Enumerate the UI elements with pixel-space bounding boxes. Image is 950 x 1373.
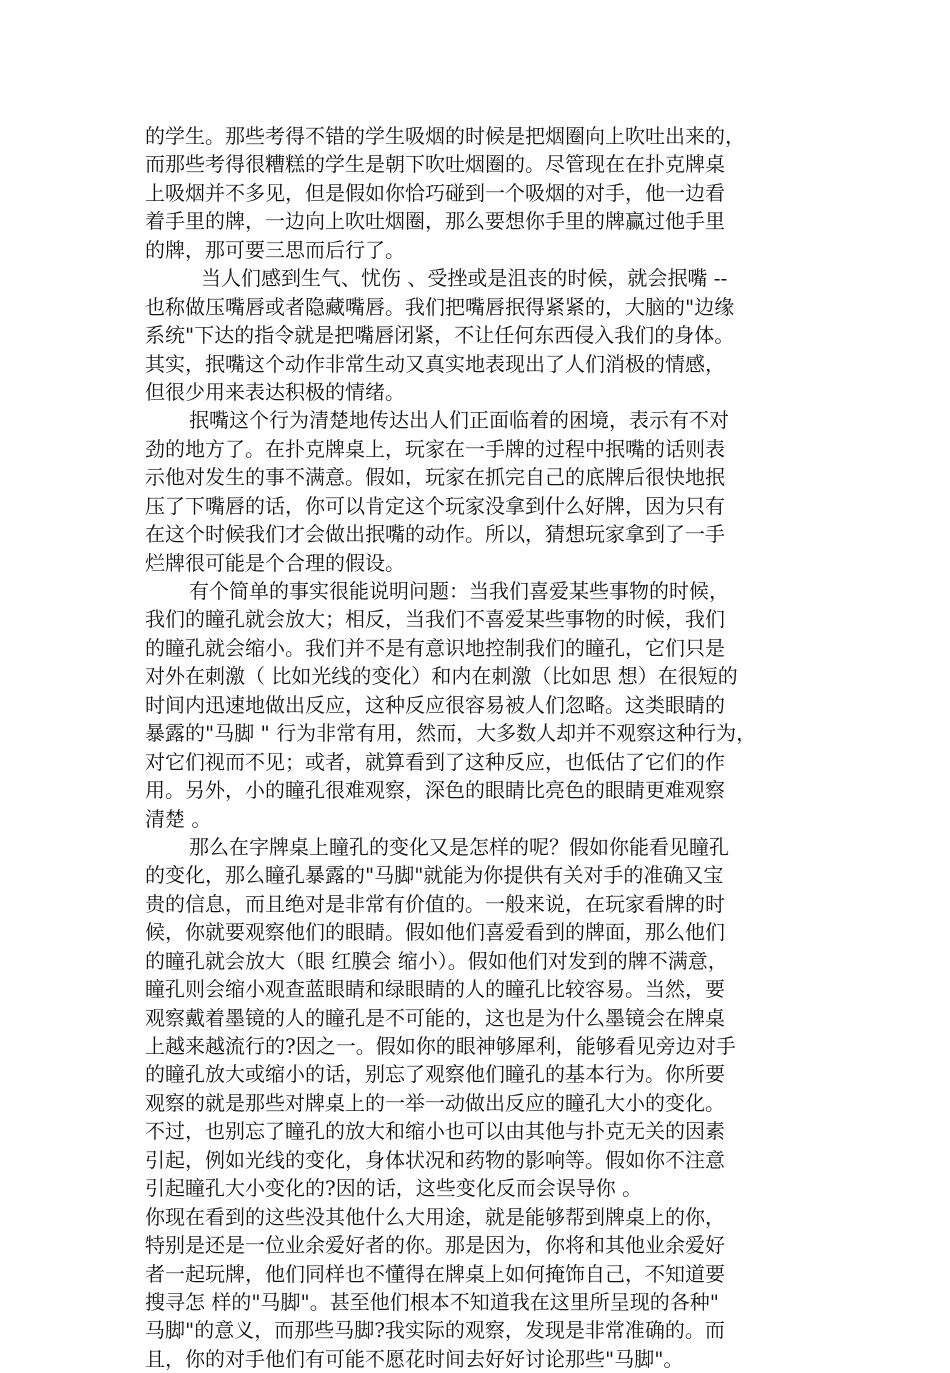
text-line: 不过，也别忘了瞳孔的放大和缩小也可以由其他与扑克无关的因素 [145, 1119, 725, 1144]
text-line: 抿嘴这个行为清楚地传达出人们正面临着的困境，表示有不对 [189, 408, 729, 433]
text-line: 烂牌很可能是个合理的假设。 [145, 550, 405, 575]
text-line: 压了下嘴唇的话，你可以肯定这个玩家没拿到什么好牌，因为只有 [145, 493, 725, 518]
text-line: 其实，抿嘴这个动作非常生动又真实地表现出了人们消极的情感， [145, 351, 725, 376]
text-line: 引起，例如光线的变化，身体状况和药物的影响等。假如你不注意 [145, 1147, 725, 1172]
text-line: 上越来越流行的?因之一。假如你的眼神够犀利，能够看见旁边对手 [145, 1034, 736, 1058]
text-line: 清楚 。 [145, 806, 212, 831]
document-body [145, 122, 810, 1373]
text-line: 上吸烟并不多见，但是假如你恰巧碰到一个吸烟的对手，他一边看 [145, 180, 725, 205]
text-line: 贵的信息，而且绝对是非常有价值的。一般来说，在玩家看牌的时 [145, 891, 725, 916]
text-line: 但很少用来表达积极的情绪。 [145, 379, 405, 404]
text-line: 系统"下达的指令就是把嘴唇闭紧，不让任何东西侵入我们的身体。 [145, 323, 735, 348]
text-line: 着手里的牌，一边向上吹吐烟圈，那么要想你手里的牌赢过他手里 [145, 209, 725, 234]
text-line: 对外在刺激（ 比如光线的变化）和内在刺激（比如思 想）在很短的 [145, 664, 738, 689]
text-line: 引起瞳孔大小变化的?因的话，这些变化反而会误导你 。 [145, 1176, 643, 1201]
text-line: 劲的地方了。在扑克牌桌上，玩家在一手牌的过程中抿嘴的话则表 [145, 436, 725, 461]
text-line: 你现在看到的这些没其他什么大用途，就是能够帮到牌桌上的你， [145, 1204, 725, 1229]
text-line: 的变化，那么瞳孔暴露的"马脚"就能为你提供有关对手的准确又宝 [145, 863, 724, 888]
text-line: 当人们感到生气、忧伤 、受挫或是沮丧的时候，就会抿嘴 -- [201, 266, 728, 291]
text-line: 特别是还是一位业余爱好者的你。那是因为，你将和其他业余爱好 [145, 1233, 725, 1258]
text-line: 对它们视而不见；或者，就算看到了这种反应，也低估了它们的作 [145, 749, 725, 774]
text-line: 暴露的"马脚 " 行为非常有用，然而，大多数人却并不观察这种行为， [145, 721, 757, 746]
text-line: 的瞳孔就会放大（眼 红膜会 缩小）。假如他们对发到的牌不满意， [145, 948, 728, 973]
text-line: 的学生。那些考得不错的学生吸烟的时候是把烟圈向上吹吐出来的， [145, 124, 745, 148]
text-line: 瞳孔则会缩小观查蓝眼睛和绿眼睛的人的瞳孔比较容易。当然，要 [145, 977, 725, 1002]
text-line: 我们的瞳孔就会放大；相反，当我们不喜爱某些事物的时候，我们 [145, 607, 725, 632]
text-line: 的瞳孔放大或缩小的话，别忘了观察他们瞳孔的基本行为。你所要 [145, 1062, 725, 1087]
text-line: 观察的就是那些对牌桌上的一举一动做出反应的瞳孔大小的变化。 [145, 1090, 725, 1115]
text-line: 而那些考得很糟糕的学生是朝下吹吐烟圈的。尽管现在在扑克牌桌 [145, 152, 725, 177]
text-line: 候，你就要观察他们的眼睛。假如他们喜爱看到的牌面，那么他们 [145, 920, 725, 945]
text-line: 者一起玩牌，他们同样也不懂得在牌桌上如何掩饰自己，不知道要 [145, 1261, 725, 1286]
text-line: 搜寻怎 样的"马脚"。甚至他们根本不知道我在这里所呈现的各种" [145, 1289, 719, 1314]
text-line: 也称做压嘴唇或者隐藏嘴唇。我们把嘴唇抿得紧紧的，大脑的"边缘 [145, 294, 735, 319]
text-line: 观察戴着墨镜的人的瞳孔是不可能的，这也是为什么墨镜会在牌桌 [145, 1005, 725, 1030]
text-line: 的瞳孔就会缩小。我们并不是有意识地控制我们的瞳孔，它们只是 [145, 635, 725, 660]
text-line: 示他对发生的事不满意。假如，玩家在抓完自己的底牌后很快地抿 [145, 465, 725, 490]
text-line: 那么在字牌桌上瞳孔的变化又是怎样的呢？假如你能看见瞳孔 [189, 834, 729, 859]
text-line: 有个简单的事实很能说明问题：当我们喜爱某些事物的时候， [189, 579, 729, 603]
text-line: 的牌，那可要三思而后行了。 [145, 237, 405, 262]
text-line: 在这个时候我们才会做出抿嘴的动作。所以，猜想玩家拿到了一手 [145, 522, 725, 547]
text-line: 马脚"的意义，而那些马脚?我实际的观察，发现是非常准确的。而 [145, 1318, 725, 1343]
text-line: 时间内迅速地做出反应，这种反应很容易被人们忽略。这类眼睛的 [145, 692, 725, 717]
text-line: 且，你的对手他们有可能不愿花时间去好好讨论那些"马脚"。 [145, 1346, 684, 1371]
text-line: 用。另外，小的瞳孔很难观察，深色的眼睛比亮色的眼睛更难观察 [145, 778, 725, 803]
